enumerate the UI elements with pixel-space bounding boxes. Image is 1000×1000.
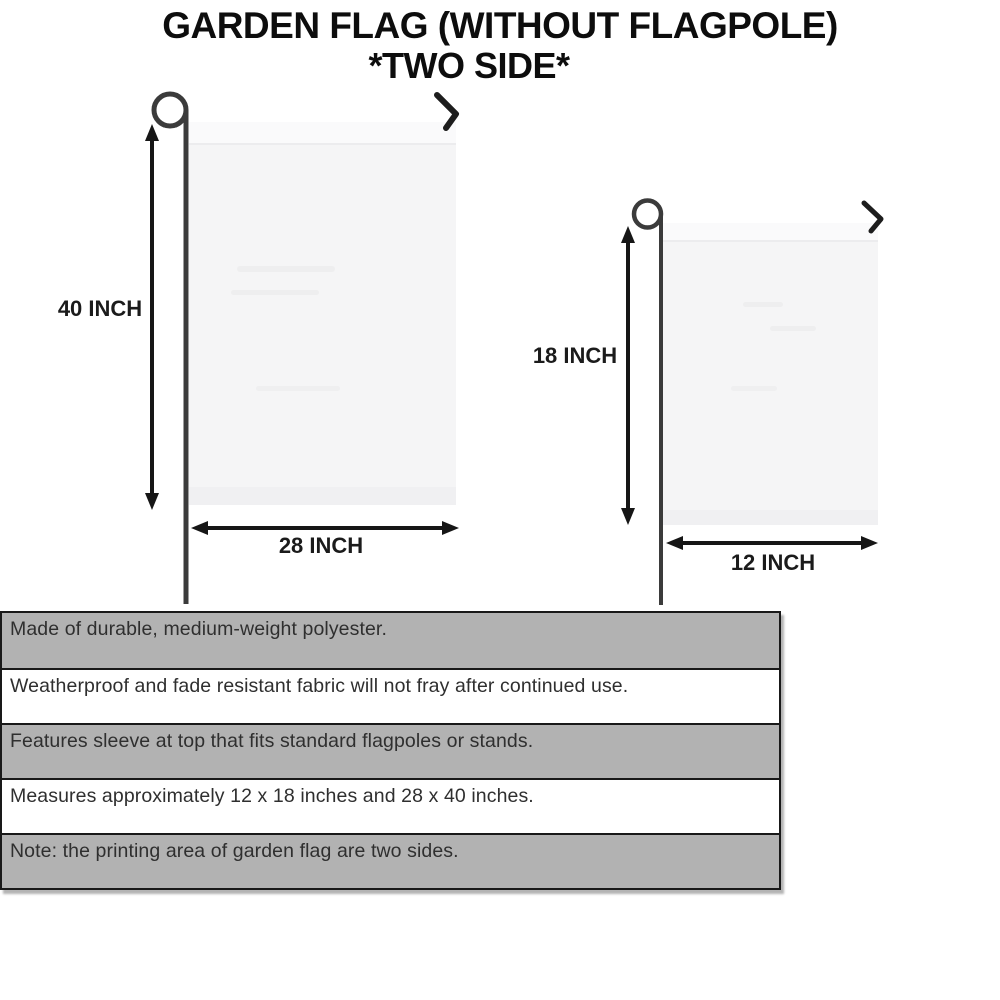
large-flag <box>189 122 456 505</box>
feature-row-sleeve: Features sleeve at top that fits standard flagpoles or stands. <box>2 723 779 778</box>
small-flag-bottom-shade <box>662 510 878 525</box>
large-flag-sleeve <box>189 122 456 143</box>
large-flag-height-label: 40 INCH <box>57 296 143 321</box>
title-line-1: GARDEN FLAG (WITHOUT FLAGPOLE) <box>162 5 838 46</box>
large-flag-width-label: 28 INCH <box>278 533 364 558</box>
small-flag-fold-line <box>731 386 777 391</box>
large-flag-panel <box>189 122 456 505</box>
small-flag-fold-line <box>770 326 816 331</box>
small-flag-width-arrow <box>666 536 878 550</box>
feature-row-weatherproof: Weatherproof and fade resistant fabric will not fray after continued use. <box>2 668 779 723</box>
small-flag-sleeve <box>662 223 878 241</box>
feature-row-measures: Measures approximately 12 x 18 inches and 28 x 40 inches. <box>2 778 779 833</box>
feature-row-note: Note: the printing area of garden flag are two sides. <box>2 833 779 888</box>
feature-table <box>0 611 781 890</box>
title-line-2: *TWO SIDE* <box>368 45 570 86</box>
feature-row-material: Made of durable, medium-weight polyester. <box>2 613 779 668</box>
large-flagpole-loop <box>154 94 186 126</box>
large-flag-fold-line <box>231 290 319 295</box>
small-flag-width-label: 12 INCH <box>730 550 816 575</box>
small-flag-height-arrow <box>621 226 635 525</box>
small-flagpole-loop <box>634 201 661 228</box>
large-flag-fold-line <box>256 386 340 391</box>
small-flag <box>662 223 878 525</box>
large-flag-fold-line <box>237 266 335 272</box>
small-flag-panel <box>662 223 878 525</box>
large-flag-bottom-shade <box>189 487 456 505</box>
small-flag-height-label: 18 INCH <box>532 343 618 368</box>
small-flag-fold-line <box>743 302 783 307</box>
